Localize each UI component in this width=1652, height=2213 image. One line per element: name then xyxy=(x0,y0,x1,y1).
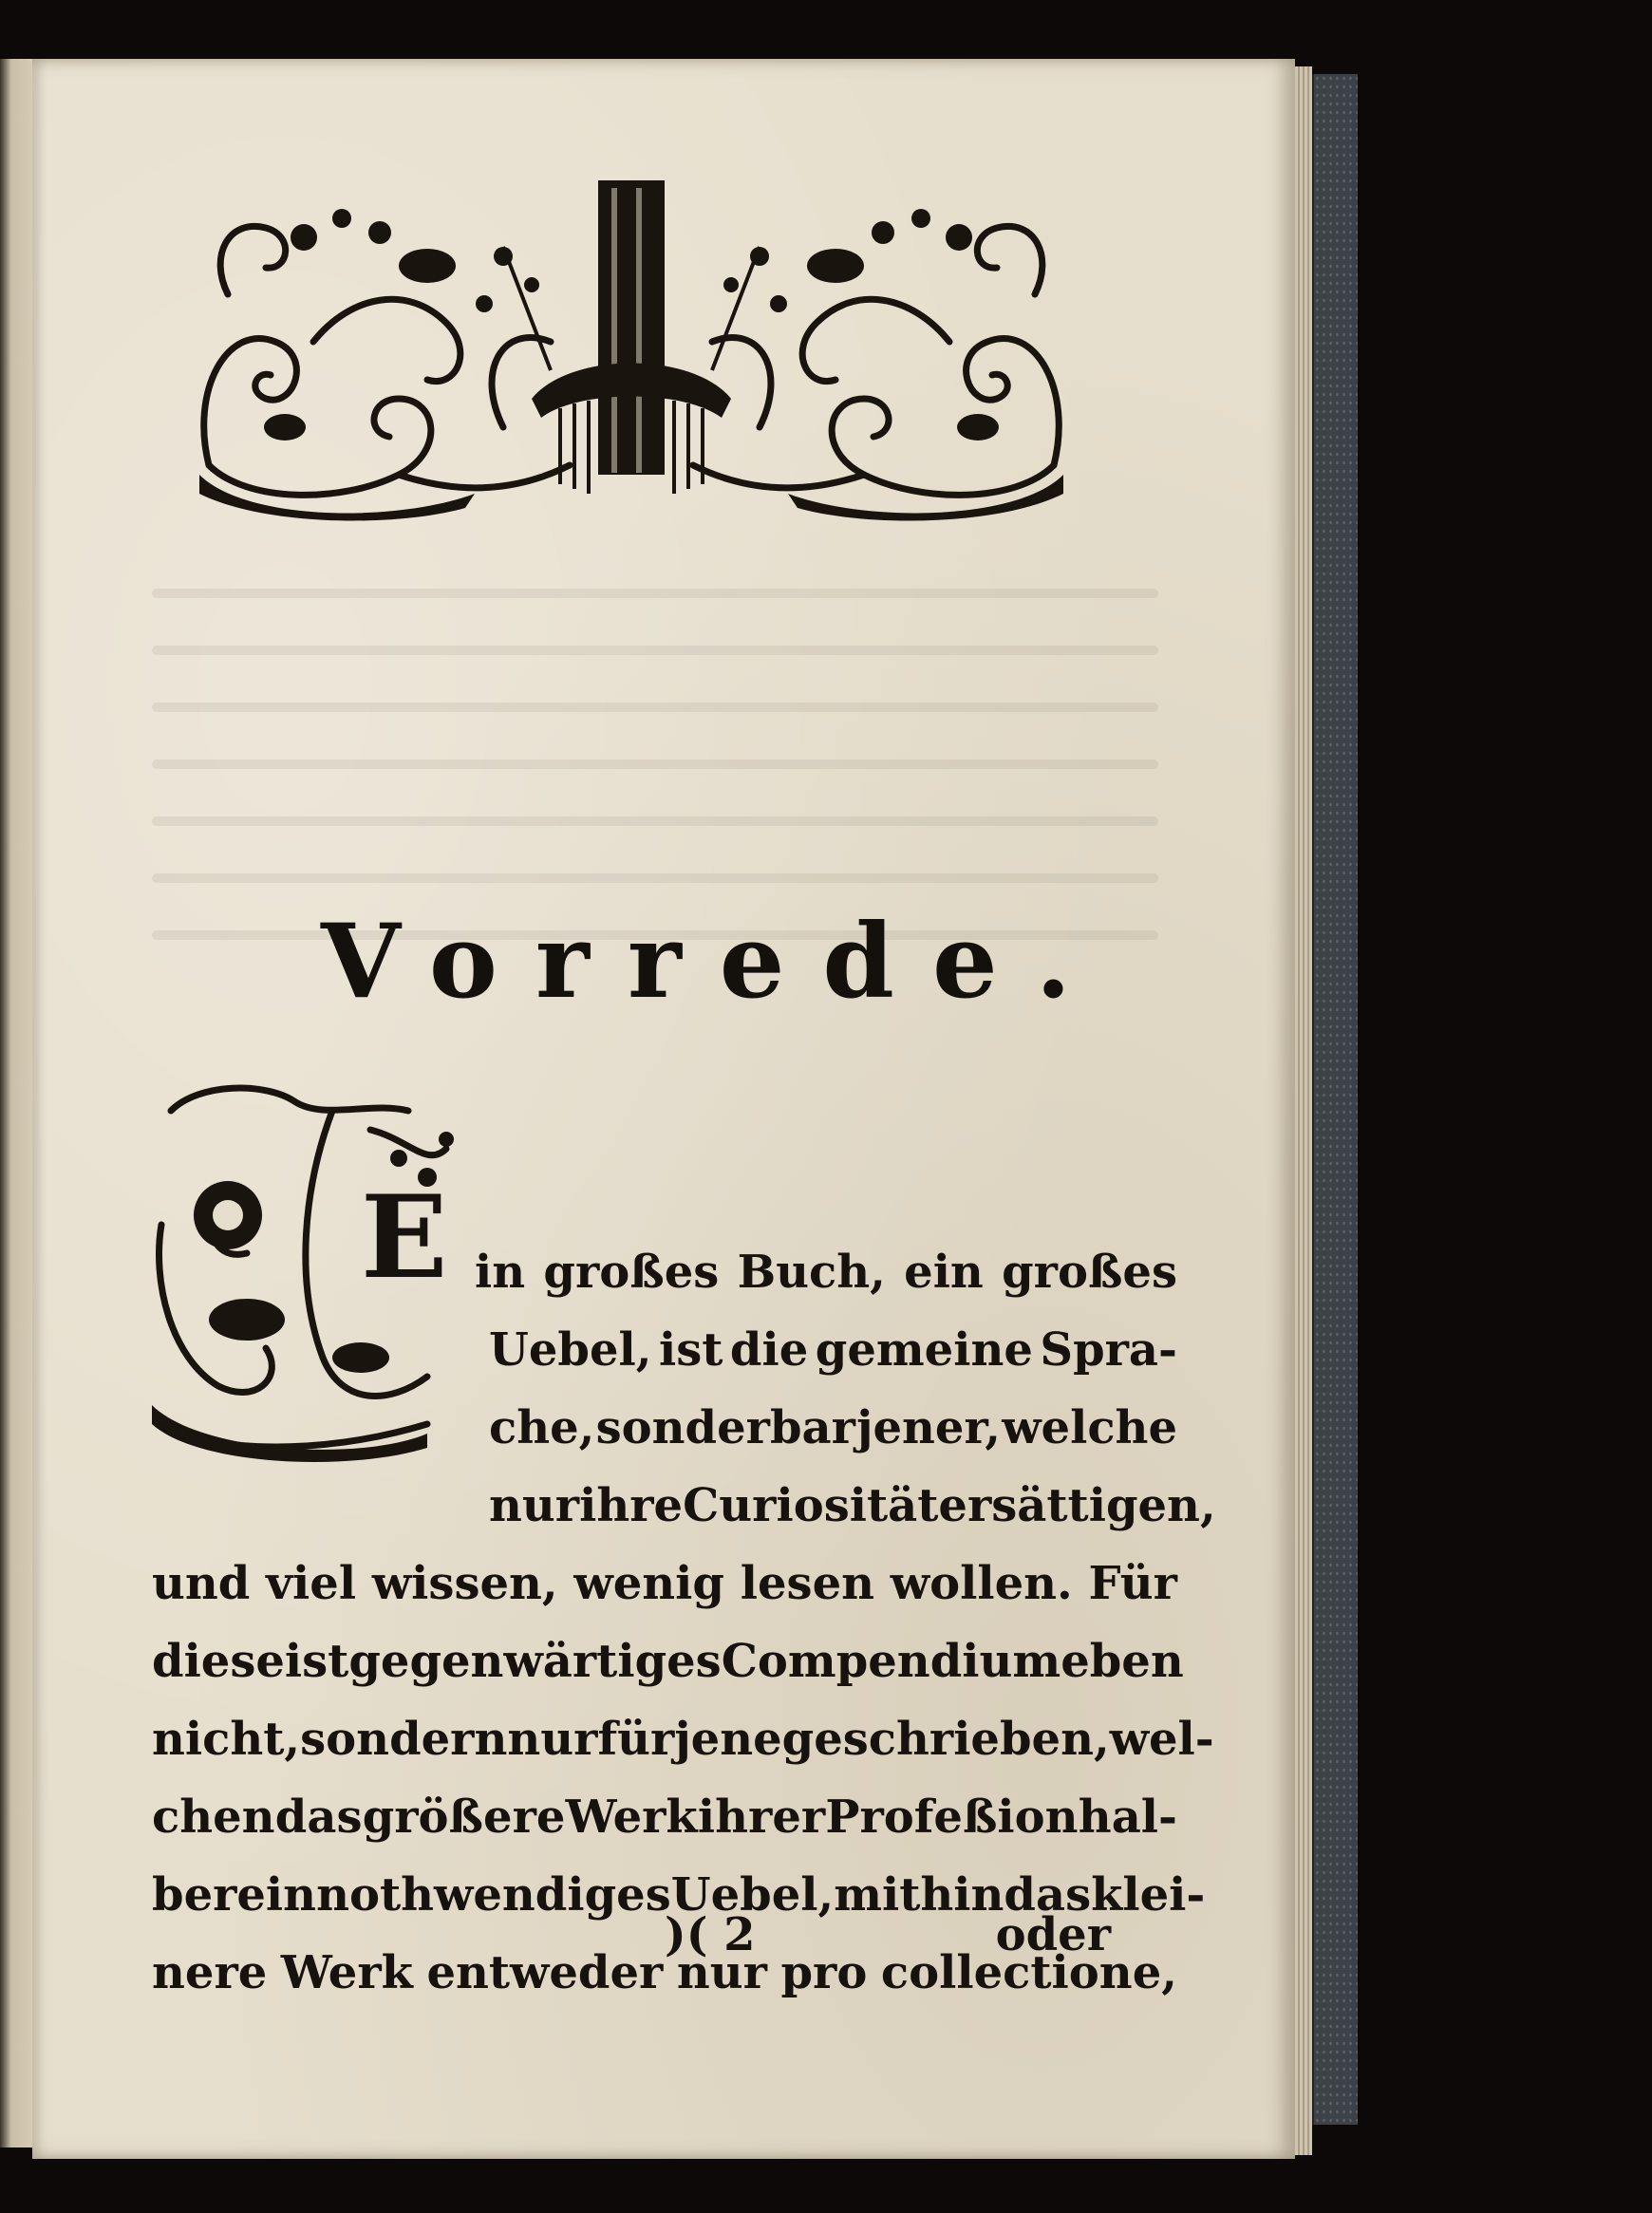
text-line: nicht, sondern nur für jene geschrieben, wel- xyxy=(152,1713,1214,1766)
signature-mark: )( 2 xyxy=(665,1908,756,1961)
text-line: chen das größere Werk ihrer Profeßion hal- xyxy=(152,1791,1177,1844)
text-line: diese ist gegenwärtiges Compendium eben xyxy=(152,1635,1184,1688)
text-line: Uebel, ist die gemeine Spra- xyxy=(489,1323,1177,1377)
text-line: nur ihre Curiosität ersättigen, xyxy=(489,1479,1216,1532)
text-line: in großes Buch, ein großes xyxy=(475,1246,1177,1299)
ornamental-headpiece xyxy=(190,180,1073,522)
text-line: ber ein nothwendiges Uebel, mithin das klei- xyxy=(152,1868,1206,1922)
page-heading: Vorrede. xyxy=(321,902,1110,1022)
page-footer xyxy=(152,1908,1177,1975)
initial-letter: E xyxy=(361,1171,448,1304)
book-cover xyxy=(1312,74,1358,2125)
page-edges xyxy=(1295,66,1312,2155)
left-page-edge xyxy=(0,59,34,2147)
text-line: und viel wissen, wenig lesen wollen. Für xyxy=(152,1557,1177,1610)
text-line: che, sonderbar jener, welche xyxy=(489,1401,1177,1454)
catchword: oder xyxy=(995,1908,1111,1961)
decorated-initial xyxy=(142,1073,484,1472)
text-line: nere Werk entweder nur pro collectione, xyxy=(152,1946,1177,1999)
